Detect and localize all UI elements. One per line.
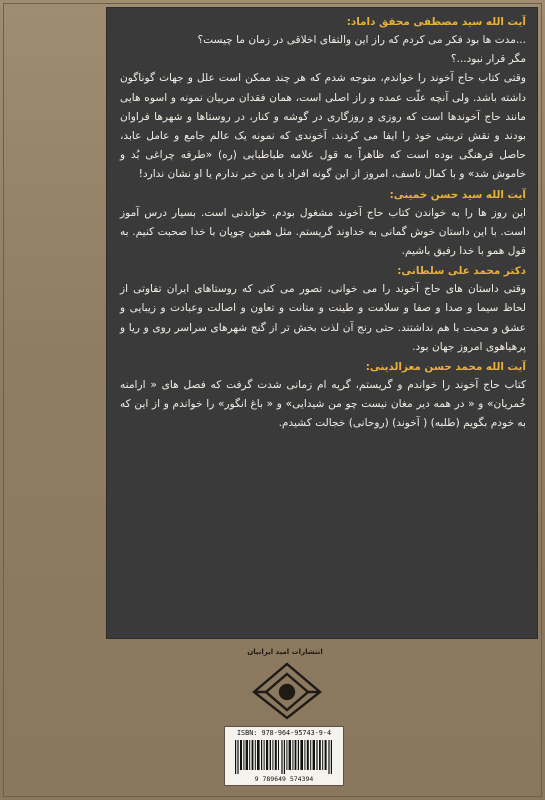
- barcode-number: 9 789649 574394: [254, 775, 314, 783]
- author-heading-2: آیت الله سید حسن خمینی:: [389, 188, 526, 201]
- barcode-icon: [235, 740, 333, 774]
- isbn-text: ISBN: 978-964-95743-9-4: [236, 729, 332, 737]
- author-heading-1: آیت الله سید مصطفی محقق داماد:: [346, 16, 526, 28]
- barcode-area: [224, 726, 344, 786]
- author-heading-4: آیت الله محمد حسن معزالدینی:: [365, 361, 526, 374]
- review-paragraph: وقتی کتاب حاج آخوند را خواندم، متوجه شدم که هر چند ممکن است علل و جهات گوناگون داشته باشد. ولی آنچه علّت عمده و راز اصلی است، همان فقدان مربیان نمونه و اسوه هایی مانند حاج آخوندها است که روزی و روزگاری در گوشه و کنار، در روستاها و شهرها فراوان بودند و نقش تربیتی خود را ایفا می کردند. آخوندی که نمونه یک عالم جامع و عامل عابد، حاصل فرهنگی بوده است که ظاهراً به قول علامه طباطبایی (ره) «طرفه چراغی بُد و خاموش شد» و با کمال تاسف، امروز از این گونه افراد یا من خبر ندارم یا او نشان ندارد!: [120, 72, 526, 181]
- review-paragraph: کتاب حاج آخوند را خواندم و گریستم، گریه ام زمانی شدت گرفت که فصل های « ارامنه خُمریان» و « در همه دیر مغان نیست چو من شیدایی» و « باغ انگور» را خواندم و از این که به خودم بگویم (طلبه) ( آخوند) (روحانی) خجالت کشیدم.: [120, 379, 526, 430]
- author-heading-3: دکتر محمد علی سلطانی:: [397, 265, 526, 278]
- review-paragraph: این روز ها را به خواندن کتاب حاج آخوند مشغول بودم. خواندنی است. بسیار درس آموز است. با این داستان خوش گمانی به خداوند گریستم. مثل همین چوپان با خدا صحبت کنیم. به قول همو با خدا رفیق باشیم.: [120, 206, 526, 258]
- review-paragraph: مگر قرار نبود...؟: [450, 53, 526, 66]
- publisher-logo-icon: [244, 650, 330, 720]
- publisher-name: انتشارات امید ایرانیان: [247, 648, 323, 656]
- review-paragraph: ...مدت ها بود فکر می کردم که راز این والتفای اخلاقی در زمان ما چیست؟: [197, 34, 526, 46]
- review-paragraph: وقتی داستان های حاج آخوند را می خوانی، تصور می کنی که روستاهای ایران تفاوتی از لحاظ سیما و صدا و صفا و سلامت و طینت و متانت و تعاون و اصالت وعبادت و زیبایی و عشق و محبت با هم نداشتند. حتی رنج آن لذت بخش تر از گنج شهرهای سراسر روی و ریا و پرهیاهوی امروز جهان بود.: [120, 283, 526, 353]
- review-text-block: [120, 12, 526, 434]
